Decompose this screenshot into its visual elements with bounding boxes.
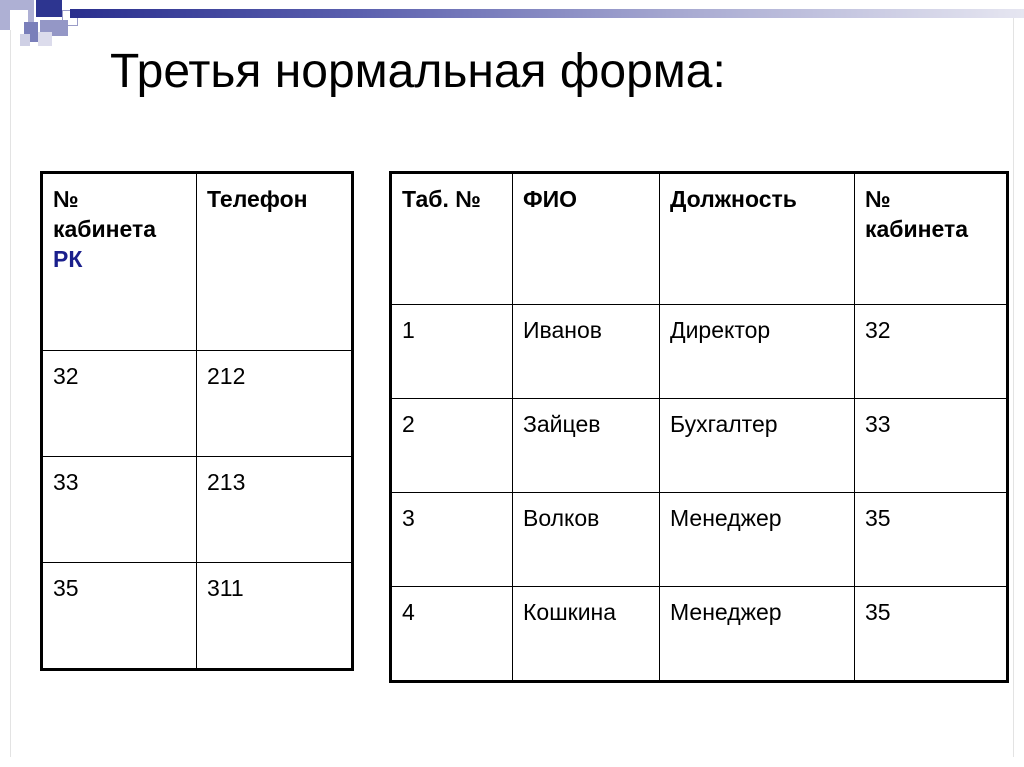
cell-phone: 213 <box>197 457 353 563</box>
header-cell-room <box>42 173 197 351</box>
rooms-table <box>40 171 354 671</box>
corner-square-decoration <box>38 32 52 46</box>
header-room-line2: кабинета <box>865 216 969 242</box>
primary-key-label: РК <box>53 246 83 272</box>
header-cell-room <box>855 173 1008 305</box>
table-row <box>391 399 1008 493</box>
header-room-line2: кабинета <box>53 216 157 242</box>
table-row <box>42 351 353 457</box>
table-header-row <box>391 173 1008 305</box>
table-row <box>42 563 353 670</box>
header-cell-tab-no: Таб. № <box>391 173 513 305</box>
cell-phone: 212 <box>197 351 353 457</box>
cell-position: Менеджер <box>660 587 855 682</box>
cell-room: 33 <box>42 457 197 563</box>
table-row <box>391 493 1008 587</box>
cell-fio: Волков <box>513 493 660 587</box>
cell-tab-no: 3 <box>391 493 513 587</box>
cell-room: 35 <box>42 563 197 670</box>
cell-fio: Кошкина <box>513 587 660 682</box>
corner-square-decoration <box>36 0 62 17</box>
cell-tab-no: 1 <box>391 305 513 399</box>
table-row <box>391 587 1008 682</box>
header-cell-fio: ФИО <box>513 173 660 305</box>
header-cell-phone: Телефон <box>197 173 353 351</box>
cell-tab-no: 4 <box>391 587 513 682</box>
cell-room: 33 <box>855 399 1008 493</box>
cell-position: Бухгалтер <box>660 399 855 493</box>
header-cell-position: Должность <box>660 173 855 305</box>
table-row <box>42 457 353 563</box>
table-row <box>391 305 1008 399</box>
corner-square-decoration <box>20 34 30 46</box>
cell-position: Менеджер <box>660 493 855 587</box>
cell-fio: Зайцев <box>513 399 660 493</box>
cell-tab-no: 2 <box>391 399 513 493</box>
slide-title: Третья нормальная форма: <box>110 45 726 98</box>
top-gradient-bar <box>70 9 1024 18</box>
cell-fio: Иванов <box>513 305 660 399</box>
cell-room: 32 <box>855 305 1008 399</box>
cell-position: Директор <box>660 305 855 399</box>
cell-room: 35 <box>855 493 1008 587</box>
header-room-line1: № <box>53 186 79 212</box>
table-header-row <box>42 173 353 351</box>
employees-table <box>389 171 1009 683</box>
cell-phone: 311 <box>197 563 353 670</box>
header-room-line1: № <box>865 186 891 212</box>
cell-room: 35 <box>855 587 1008 682</box>
cell-room: 32 <box>42 351 197 457</box>
